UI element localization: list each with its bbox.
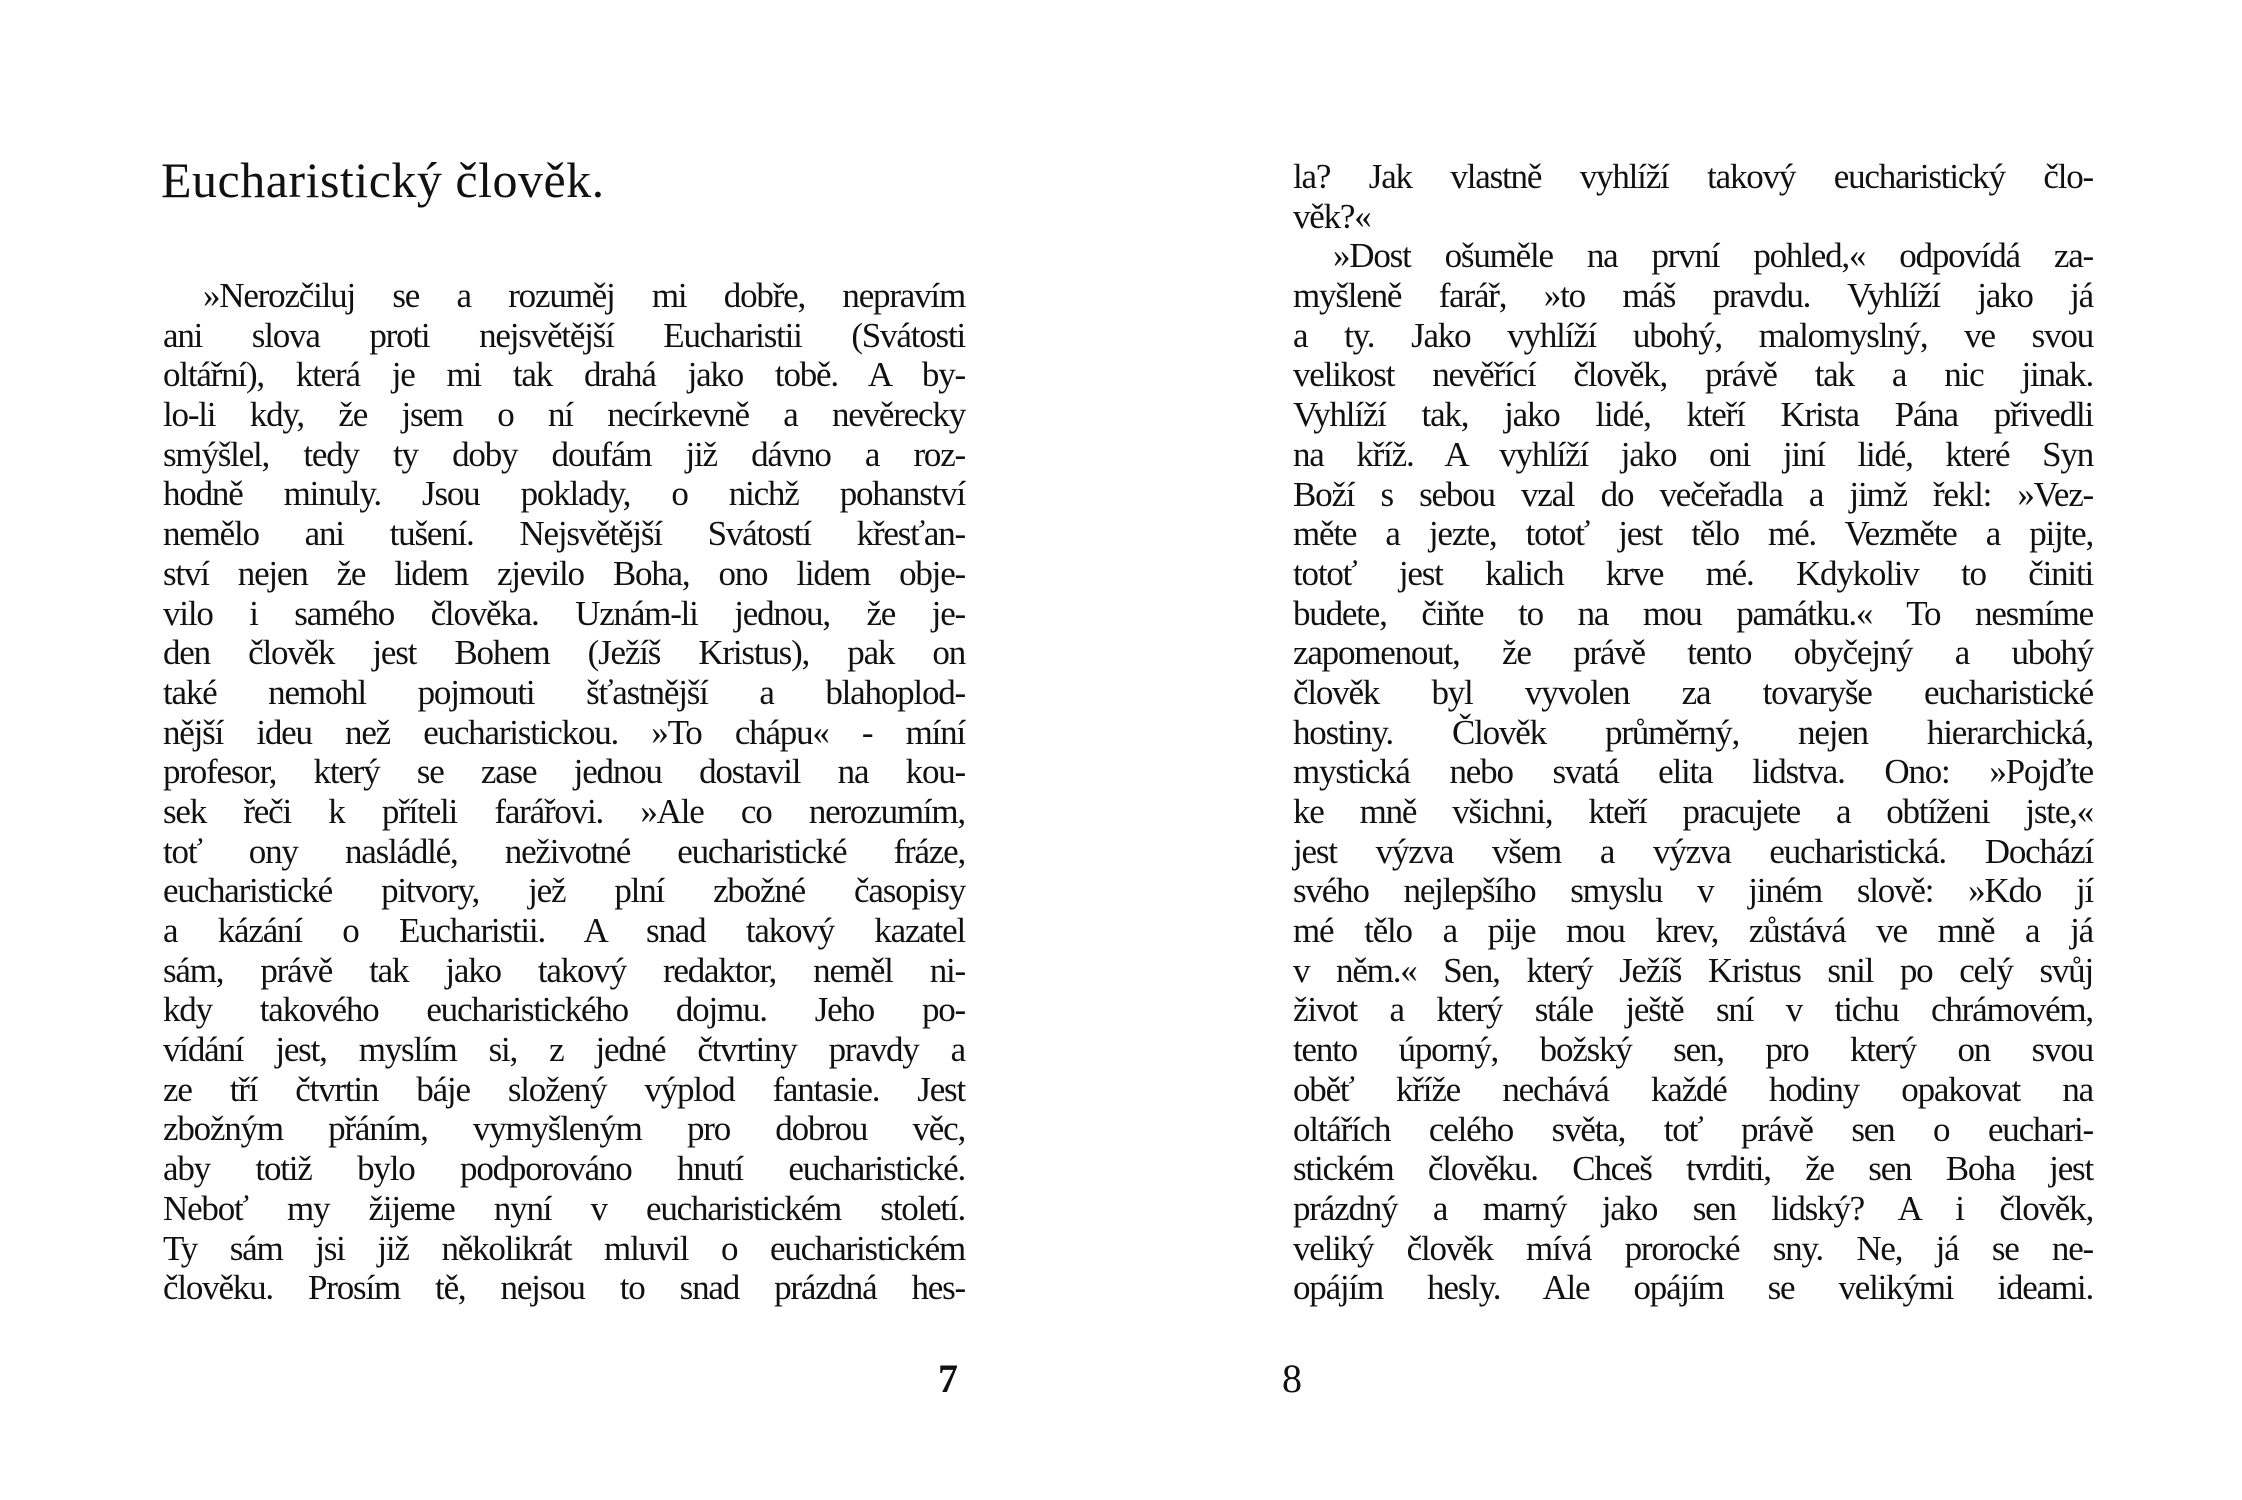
text-line [1293, 673, 2093, 713]
text-line [1293, 316, 2093, 356]
text-line-content: prázdný a marný jako sen lidský? A i člověk, [1293, 1188, 2093, 1228]
text-line-content: »Nerozčiluj se a rozuměj mi dobře, nepravím [203, 276, 965, 315]
text-line-content: opájím hesly. Ale opájím se velikými ideami. [1293, 1268, 2093, 1308]
text-line [163, 1229, 965, 1269]
text-line [163, 474, 965, 514]
text-line-content: velikost nevěřící člověk, právě tak a nic jinak. [1293, 355, 2093, 395]
text-line [1293, 1268, 2093, 1308]
text-line [163, 832, 965, 872]
text-line-content: oltářní), která je mi tak drahá jako tobě. A by- [163, 355, 965, 395]
text-line [1293, 752, 2093, 792]
text-line [163, 1149, 965, 1189]
text-line-content: totoť jest kalich krve mé. Kdykoliv to činiti [1293, 553, 2093, 593]
text-line-content: a kázání o Eucharistii. A snad takový kazatel [163, 911, 965, 950]
text-line [163, 713, 965, 753]
text-line [1293, 871, 2093, 911]
page-number: 7 [938, 1356, 958, 1401]
text-line [163, 1030, 965, 1070]
text-line [163, 951, 965, 991]
text-line-content: život a který stále ještě sní v tichu chrámovém, [1293, 990, 2093, 1030]
text-line-content: jest výzva všem a výzva eucharistická. Dochází [1293, 831, 2093, 871]
text-line-content: zbožným přáním, vymyšleným pro dobrou věc, [163, 1109, 965, 1149]
text-line [163, 990, 965, 1030]
text-line-content: věk?« [1293, 196, 1371, 236]
text-line-content: smýšlel, tedy ty doby doufám již dávno a roz- [163, 434, 965, 474]
text-line-content: v něm.« Sen, který Ježíš Kristus snil po celý svůj [1293, 950, 2093, 990]
text-line-content: veliký člověk mívá prorocké sny. Ne, já se ne- [1293, 1228, 2093, 1268]
text-line [1293, 1229, 2093, 1269]
text-line [163, 594, 965, 634]
page-number: 8 [1282, 1356, 1302, 1401]
text-line-content: nější ideu než eucharistickou. »To chápu« - míní [163, 712, 965, 752]
text-line-content: člověku. Prosím tě, nejsou to snad prázdná hes- [163, 1268, 965, 1308]
text-line [163, 355, 965, 395]
text-line [163, 1070, 965, 1110]
text-line [1293, 514, 2093, 554]
text-line-content: vídání jest, myslím si, z jedné čtvrtiny pravdy a [163, 1030, 965, 1070]
text-line [1293, 236, 2093, 276]
text-line [1293, 1070, 2093, 1110]
text-line [1293, 276, 2093, 316]
text-line-content: Ty sám jsi již několikrát mluvil o eucharistickém [163, 1228, 965, 1268]
text-line [1293, 395, 2093, 435]
text-line [1293, 197, 2093, 237]
text-line [1293, 1189, 2093, 1229]
text-line-content: kdy takového eucharistického dojmu. Jeho po- [163, 990, 965, 1030]
text-line-content: mystická nebo svatá elita lidstva. Ono: »Pojďte [1293, 752, 2093, 792]
text-line-content: měte a jezte, totoť jest tělo mé. Vezměte a pijte, [1293, 514, 2093, 554]
text-line-content: ze tří čtvrtin báje složený výplod fantasie. Jest [163, 1069, 965, 1109]
text-line [1293, 1030, 2093, 1070]
text-line-content: ke mně všichni, kteří pracujete a obtíženi jste,« [1293, 792, 2093, 831]
text-line-content: svého nejlepšího smyslu v jiném slově: »Kdo jí [1293, 871, 2093, 911]
text-line [1293, 633, 2093, 673]
text-line-content: člověk byl vyvolen za tovaryše eucharistické [1293, 672, 2093, 712]
text-line-content: myšleně farář, »to máš pravdu. Vyhlíží jako já [1293, 276, 2093, 316]
text-line [163, 435, 965, 475]
text-line [163, 1268, 965, 1308]
text-line-content: také nemohl pojmouti šťastnější a blahoplod- [163, 672, 965, 712]
text-line-content: stickém člověku. Chceš tvrditi, že sen Boha jest [1293, 1149, 2093, 1189]
text-line-content: sám, právě tak jako takový redaktor, neměl ni- [163, 950, 965, 990]
text-line-content: la? Jak vlastně vyhlíží takový eucharistický člo- [1293, 157, 2093, 196]
text-line-content: eucharistické pitvory, jež plní zbožné časopisy [163, 871, 965, 911]
text-line [163, 792, 965, 832]
chapter-title: Eucharistický člověk. [161, 152, 605, 208]
text-line [163, 276, 965, 316]
text-line [1293, 435, 2093, 475]
text-line [163, 1109, 965, 1149]
text-line [1293, 832, 2093, 872]
text-line [163, 871, 965, 911]
text-line-content: toť ony nasládlé, neživotné eucharistické fráze, [163, 831, 965, 871]
text-line [163, 1189, 965, 1229]
text-line-content: a ty. Jako vyhlíží ubohý, malomyslný, ve svou [1293, 315, 2093, 355]
text-line [163, 395, 965, 435]
text-line [163, 752, 965, 792]
text-line-content: nemělo ani tušení. Nejsvětější Svátostí křesťan- [163, 514, 965, 554]
text-line [163, 911, 965, 951]
text-line-content: oltářích celého světa, toť právě sen o euchari- [1293, 1109, 2093, 1149]
text-line-content: na kříž. A vyhlíží jako oni jiní lidé, které Syn [1293, 434, 2093, 474]
text-line-content: Neboť my žijeme nyní v eucharistickém století. [163, 1188, 965, 1228]
text-line-content: oběť kříže nechává každé hodiny opakovat na [1293, 1069, 2093, 1109]
text-line-content: vilo i samého člověka. Uznám-li jednou, že je- [163, 593, 965, 633]
text-line [1293, 911, 2093, 951]
text-line-content: ani slova proti nejsvětější Eucharistii (Svátosti [163, 315, 965, 355]
text-line-content: profesor, který se zase jednou dostavil na kou- [163, 752, 965, 792]
text-line [1293, 157, 2093, 197]
text-line [1293, 1110, 2093, 1150]
text-line-content: »Dost ošuměle na první pohled,« odpovídá za- [1333, 236, 2093, 276]
text-line [1293, 713, 2093, 753]
text-line [1293, 792, 2093, 832]
text-line [163, 673, 965, 713]
text-line [163, 633, 965, 673]
text-line [1293, 475, 2093, 515]
text-line-content: hodně minuly. Jsou poklady, o nichž pohanství [163, 474, 965, 514]
text-line-content: den člověk jest Bohem (Ježíš Kristus), pak on [163, 633, 965, 673]
text-line [1293, 951, 2093, 991]
text-line-content: aby totiž bylo podporováno hnutí eucharistické. [163, 1149, 965, 1189]
text-line-content: Boží s sebou vzal do večeřadla a jimž řekl: »Vez- [1293, 474, 2093, 514]
text-line [1293, 594, 2093, 634]
text-line [163, 316, 965, 356]
text-line [163, 554, 965, 594]
text-line-content: lo-li kdy, že jsem o ní necírkevně a nevěrecky [163, 395, 965, 435]
text-line-content: zapomenout, že právě tento obyčejný a ubohý [1293, 633, 2093, 673]
right-page-body-text [1293, 157, 2093, 1308]
left-page-body-text [163, 276, 965, 1308]
right-page [1121, 0, 2242, 1500]
text-line-content: tento úporný, božský sen, pro který on svou [1293, 1030, 2093, 1070]
text-line [163, 514, 965, 554]
text-line-content: hostiny. Člověk průměrný, nejen hierarchická, [1293, 712, 2093, 752]
text-line [1293, 1149, 2093, 1189]
text-line [1293, 554, 2093, 594]
text-line-content: mé tělo a pije mou krev, zůstává ve mně a já [1293, 911, 2093, 951]
text-line [1293, 990, 2093, 1030]
text-line-content: budete, čiňte to na mou památku.« To nesmíme [1293, 593, 2093, 633]
text-line-content: ství nejen že lidem zjevilo Boha, ono lidem obje- [163, 553, 965, 593]
text-line-content: Vyhlíží tak, jako lidé, kteří Krista Pána přivedli [1293, 395, 2093, 435]
text-line-content: sek řeči k příteli farářovi. »Ale co nerozumím, [163, 791, 965, 831]
text-line [1293, 355, 2093, 395]
